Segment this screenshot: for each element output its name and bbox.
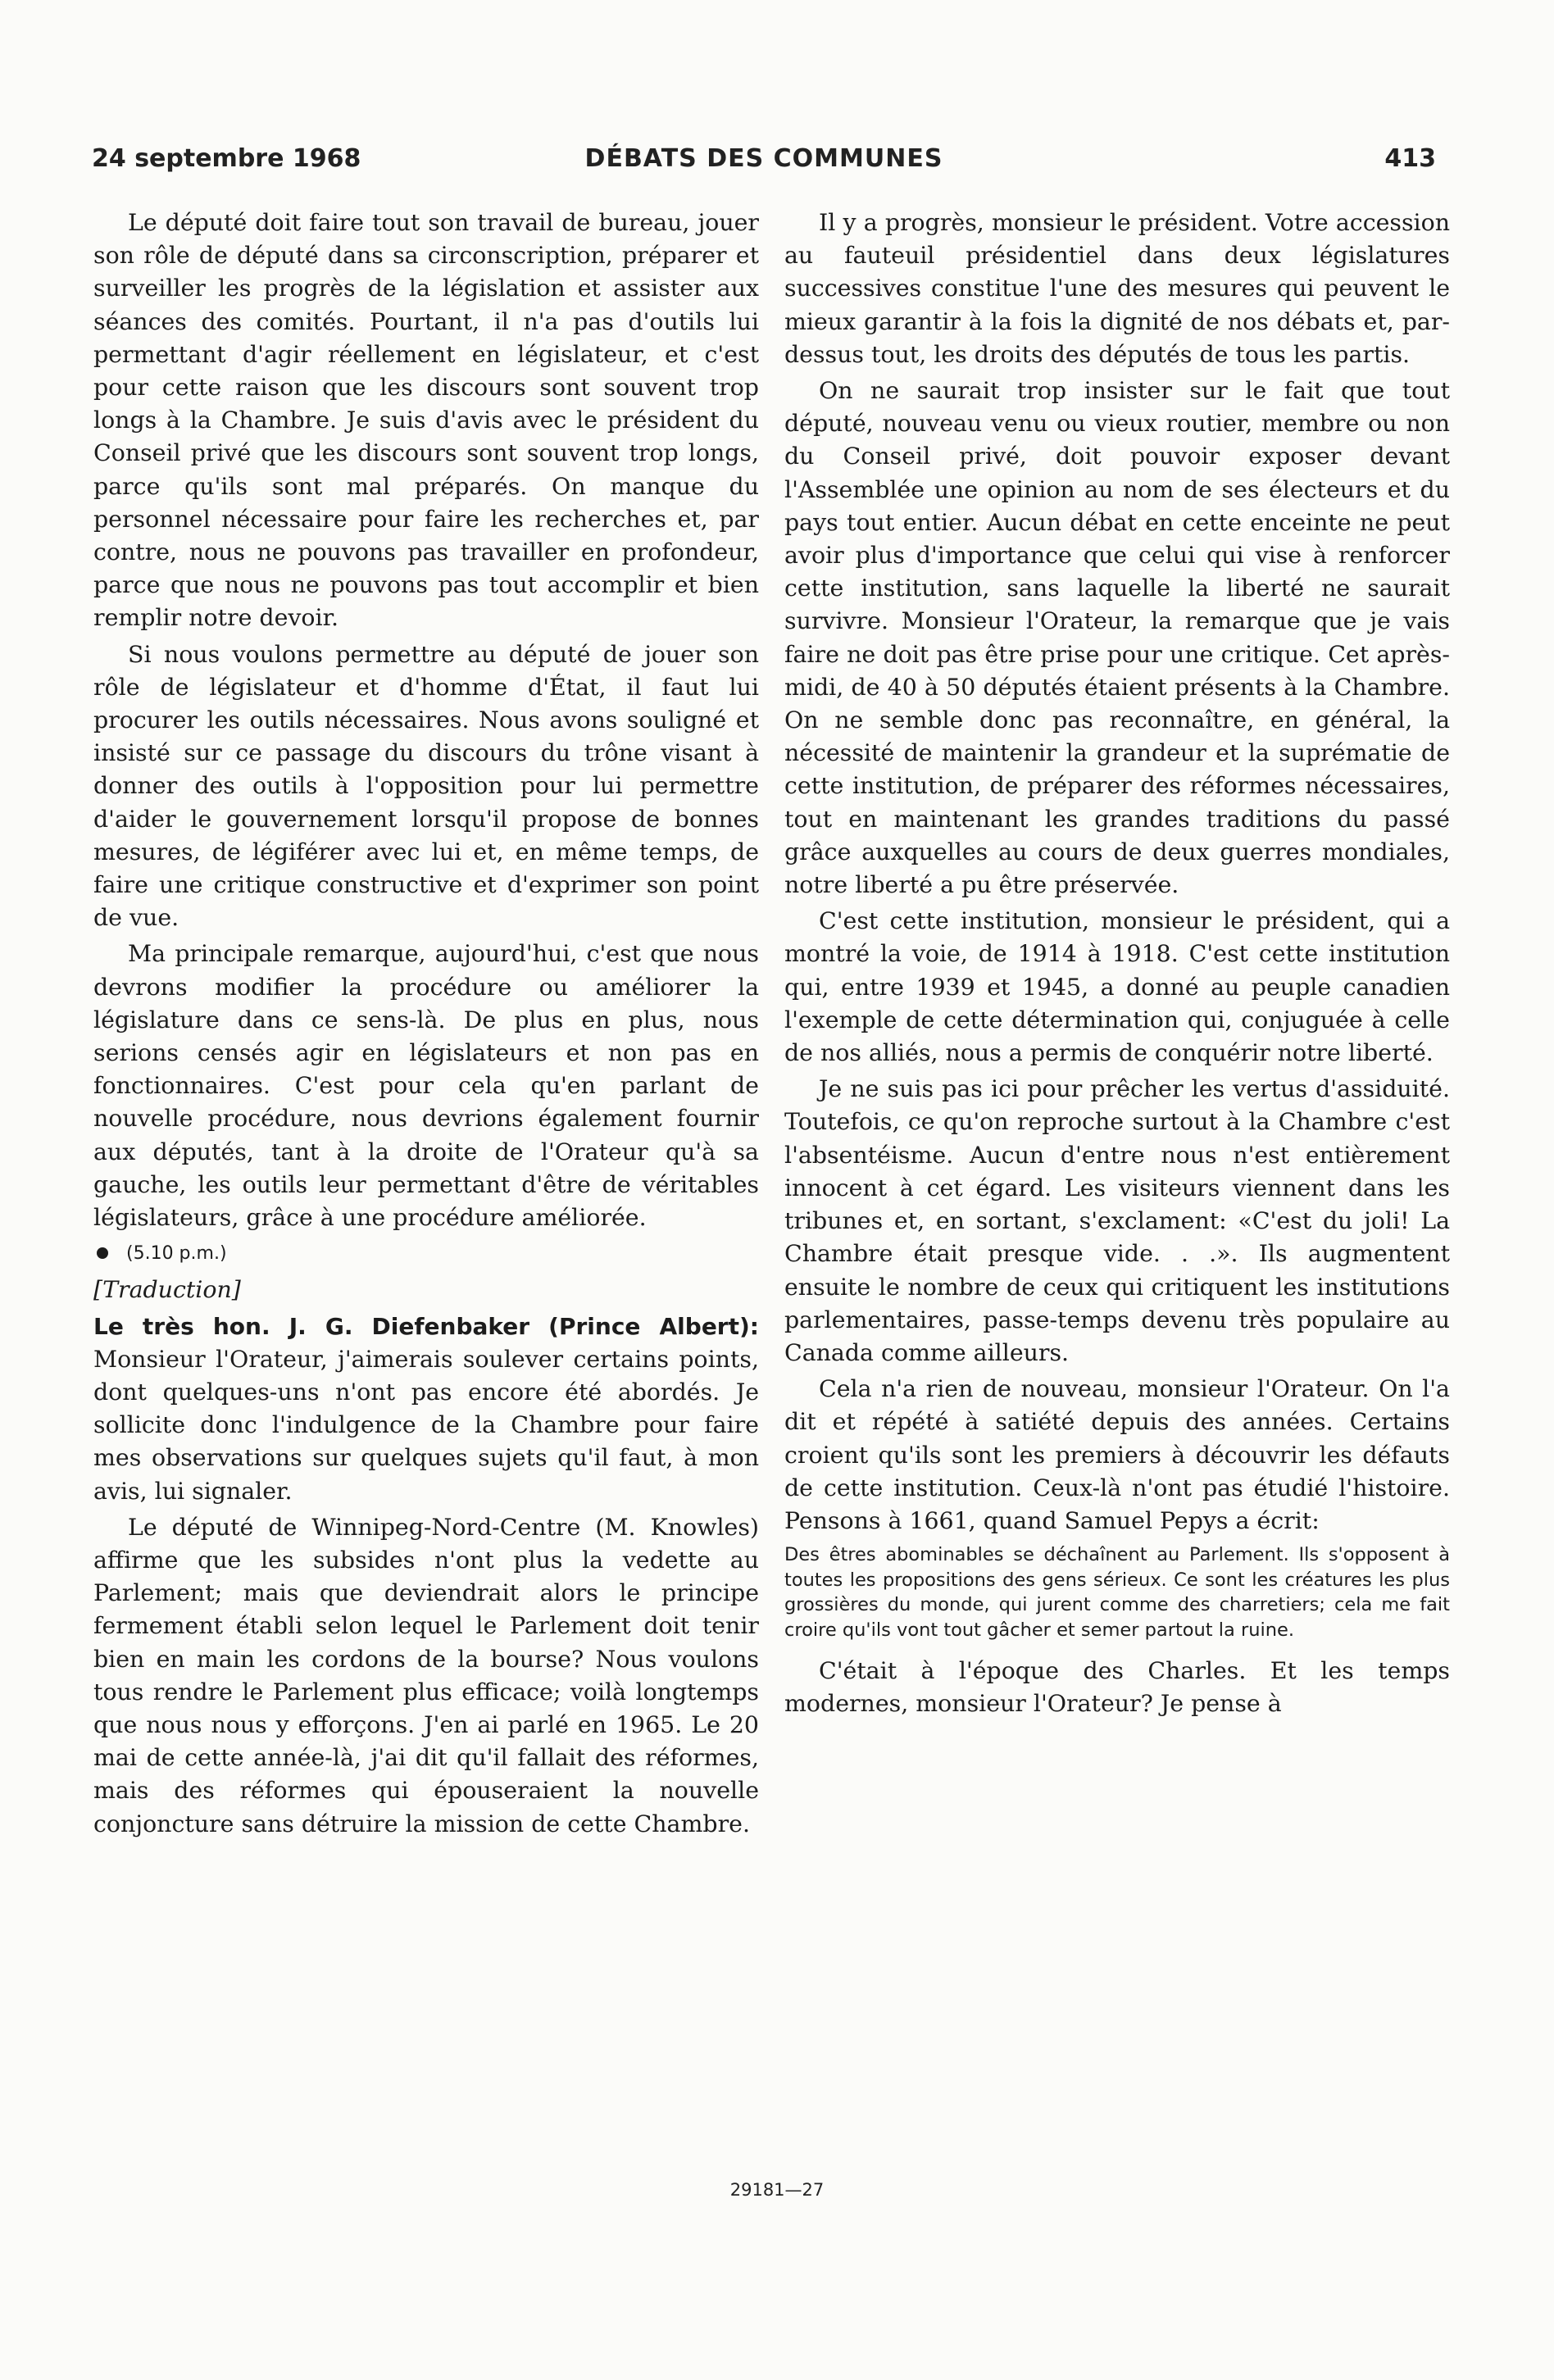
right-paragraph-3: C'est cette institution, monsieur le président, qui a montré la voie, de 1914 à 1918. C'est cette institution qui, entre 1939 et 1945, a donné au peuple canadien l'exemple de cette détermination qui, conjuguée à celle de nos alliés, nous a permis de conquérir notre liberté.	[784, 907, 1450, 1067]
left-paragraph-4	[93, 1310, 759, 1508]
left-paragraph-2: Si nous voulons permettre au député de jouer son rôle de législateur et d'homme d'État, il faut lui procurer les outils nécessaires. Nous avons souligné et insisté sur ce passage du discours du trône visant à donner des outils à l'opposition pour lui permettre d'aider le gouvernement lorsqu'il propose de bonnes mesures, de légiférer avec lui et, en même temps, de faire une critique constructive et d'exprimer son point de vue.	[93, 640, 759, 932]
timestamp	[93, 1238, 759, 1270]
speaker-name: Le très hon. J. G. Diefenbaker (Prince Albert):	[93, 1312, 759, 1340]
right-paragraph-1: Il y a progrès, monsieur le président. Votre accession au fauteuil présidentiel dans deux législatures successives constitue l'une des mesures qui peuvent le mieux garantir à la fois la dignité de nos débats et, par-dessus tout, les droits des députés de tous les partis.	[784, 209, 1450, 368]
left-paragraph-1: Le député doit faire tout son travail de bureau, jouer son rôle de député dans sa circonscription, préparer et surveiller les progrès de la législation et assister aux séances des comités. Pourtant, il n'a pas d'outils lui permettant d'agir réellement en législateur, et c'est pour cette raison que les discours sont souvent trop longs à la Chambre. Je suis d'avis avec le président du Conseil privé que les discours sont souvent trop longs, parce qu'ils sont mal préparés. On manque du personnel nécessaire pour faire les recherches et, par contre, nous ne pouvons pas travailler en profondeur, parce que nous ne pouvons pas tout accomplir et bien remplir notre devoir.	[93, 209, 759, 632]
header-page-number: 413	[1384, 144, 1436, 173]
page-header	[92, 144, 1436, 180]
left-paragraph-5: Le député de Winnipeg-Nord-Centre (M. Knowles) affirme que les subsides n'ont plus la vedette au Parlement; mais que deviendrait alors le principe fermement établi selon lequel le Parlement doit tenir bien en main les cordons de la bourse? Nous voulons tous rendre le Parlement plus efficace; voilà longtemps que nous nous y efforçons. J'en ai parlé en 1965. Le 20 mai de cette année-là, j'ai dit qu'il fallait des réformes, mais des réformes qui épouseraient la nouvelle conjoncture sans détruire la mission de cette Chambre.	[93, 1513, 759, 1837]
left-paragraph-3: Ma principale remarque, aujourd'hui, c'est que nous devrons modifier la procédure ou améliorer la législature dans ce sens-là. De plus en plus, nous serions censés agir en législateurs et non pas en fonctionnaires. C'est pour cela qu'en parlant de nouvelle procédure, nous devrions également fournir aux députés, tant à la droite de l'Orateur qu'à sa gauche, les outils leur permettant d'être de véritables législateurs, grâce à une procédure améliorée.	[93, 940, 759, 1232]
right-column	[784, 207, 1450, 1720]
left-column	[93, 207, 759, 1841]
block-quote: Des êtres abominables se déchaînent au Parlement. Ils s'opposent à toutes les propositions des gens sérieux. Ce sont les créatures les plus grossières du monde, qui jurent comme des charretiers; cela me fait croire qu'ils vont tout gâcher et semer partout la ruine.	[784, 1544, 1450, 1641]
timestamp-text: (5.10 p.m.)	[126, 1243, 227, 1265]
right-paragraph-6: C'était à l'époque des Charles. Et les temps modernes, monsieur l'Orateur? Je pense à	[784, 1656, 1450, 1717]
right-paragraph-4: Je ne suis pas ici pour prêcher les vertus d'assiduité. Toutefois, ce qu'on reproche surtout à la Chambre c'est l'absentéisme. Aucun d'entre nous n'est entièrement innocent à cet égard. Les visiteurs viennent dans les tribunes et, en sortant, s'exclament: «C'est du joli! La Chambre était presque vide. . .». Ils augmentent ensuite le nombre de ceux qui critiquent les institutions parlementaires, passe-temps devenu très populaire au Canada comme ailleurs.	[784, 1075, 1450, 1366]
speech-text: Monsieur l'Orateur, j'aimerais soulever certains points, dont quelques-uns n'ont pas encore été abordés. Je sollicite donc l'indulgence de la Chambre pour faire mes observations sur quelques sujets qu'il faut, à mon avis, lui signaler.	[93, 1345, 759, 1505]
right-paragraph-2: On ne saurait trop insister sur le fait que tout député, nouveau venu ou vieux routier, membre ou non du Conseil privé, doit pouvoir exposer devant l'Assemblée une opinion au nom de ses électeurs et du pays tout entier. Aucun débat en cette enceinte ne peut avoir plus d'importance que celui qui vise à renforcer cette institution, sans laquelle la liberté ne saurait survivre. Monsieur l'Orateur, la remarque que je vais faire ne doit pas être prise pour une critique. Cet après-midi, de 40 à 50 députés étaient présents à la Chambre. On ne semble donc pas reconnaître, en général, la nécessité de maintenir la grandeur et la suprématie de cette institution, de préparer des réformes nécessaires, tout en maintenant les grandes traditions du passé grâce auxquelles au cours de deux guerres mondiales, notre liberté a pu être préservée.	[784, 377, 1450, 899]
header-title: DÉBATS DES COMMUNES	[584, 144, 943, 173]
bullet-icon	[97, 1247, 108, 1259]
header-date: 24 septembre 1968	[92, 144, 361, 173]
page-footer-code: 29181—27	[729, 2180, 825, 2200]
right-paragraph-5: Cela n'a rien de nouveau, monsieur l'Orateur. On l'a dit et répété à satiété depuis des années. Certains croient qu'ils sont les premiers à découvrir les défauts de cette institution. Ceux-là n'ont pas étudié l'histoire. Pensons à 1661, quand Samuel Pepys a écrit:	[784, 1375, 1450, 1534]
translation-note: [Traduction]	[93, 1276, 241, 1304]
